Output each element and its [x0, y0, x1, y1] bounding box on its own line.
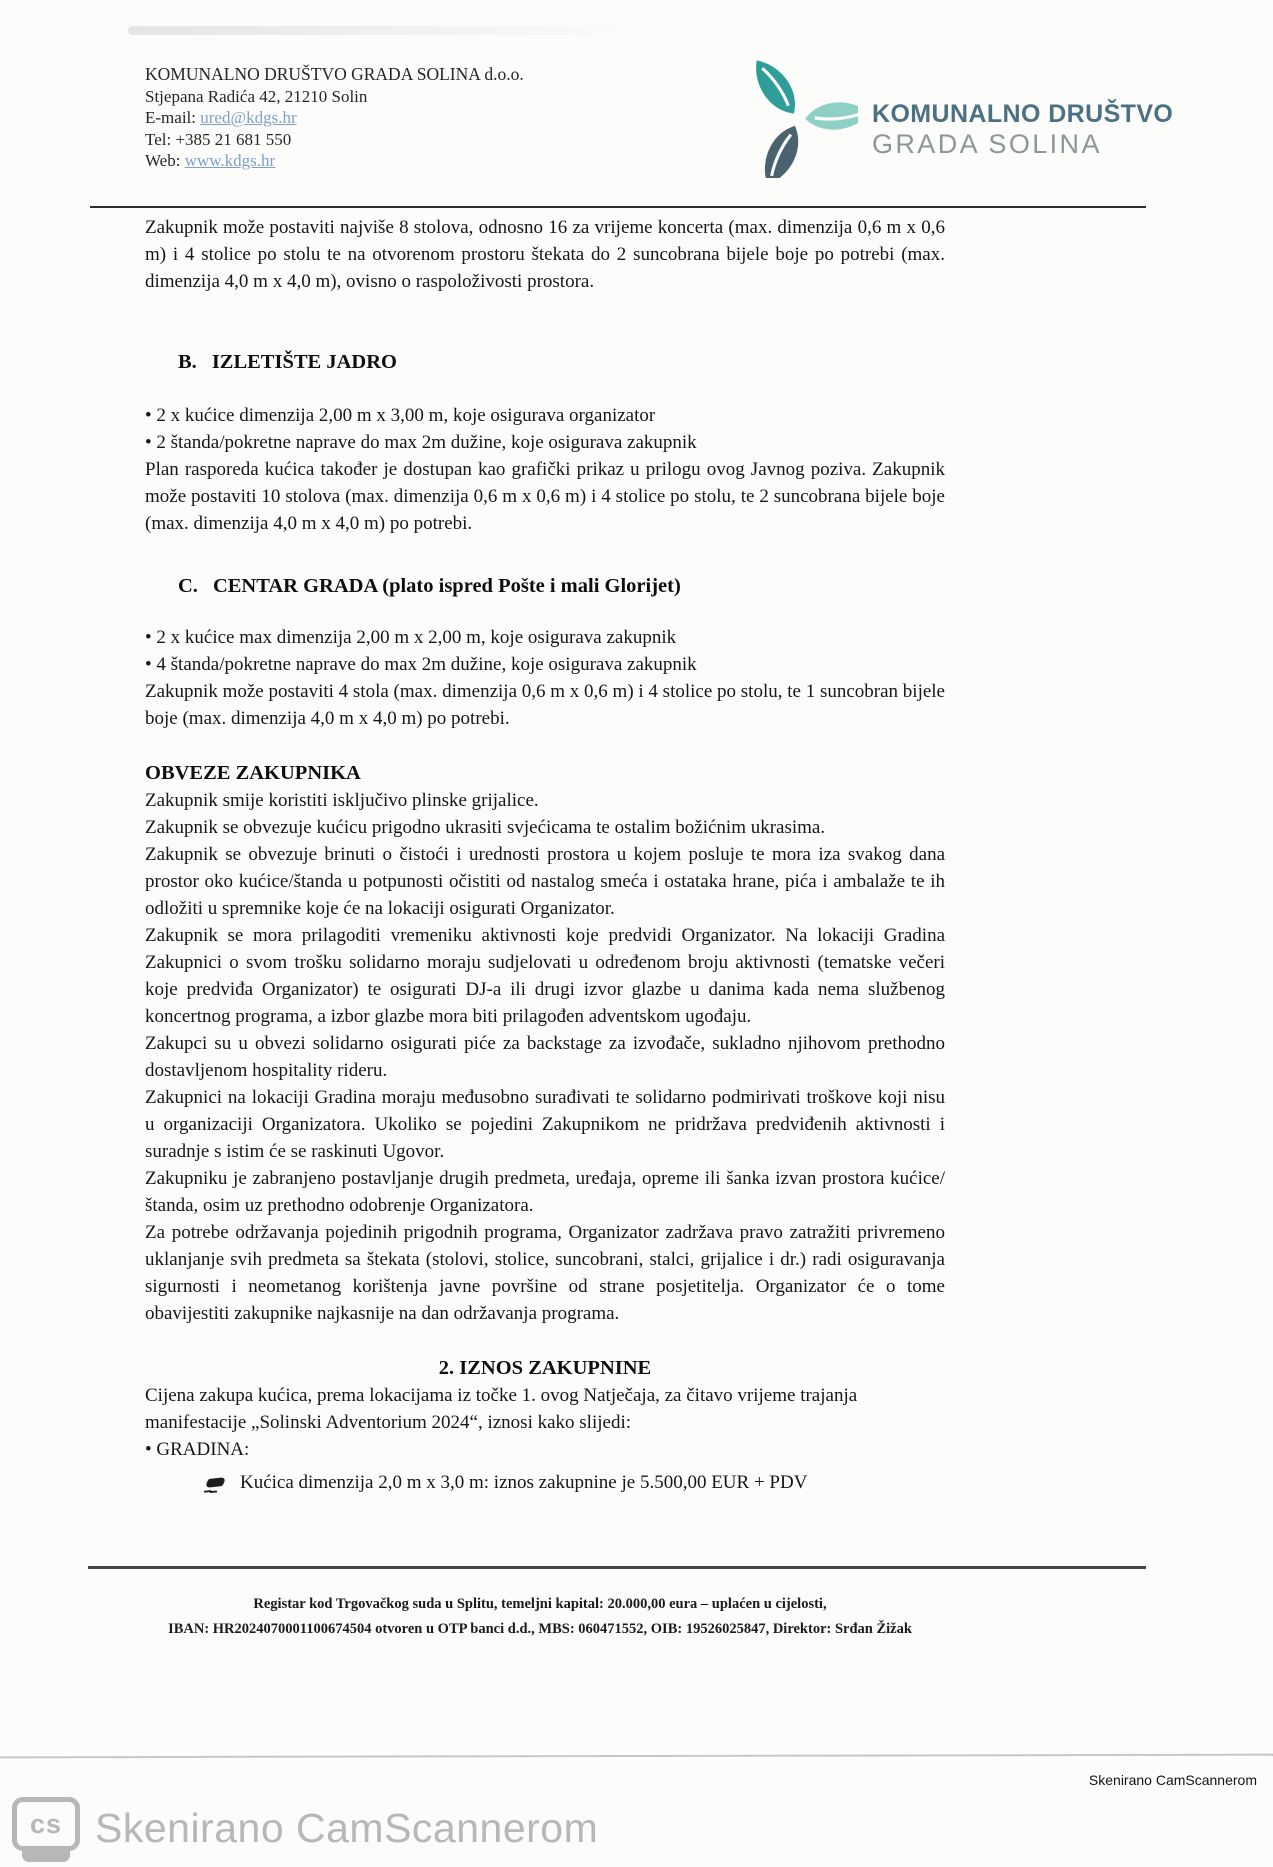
section-c-title: CENTAR GRADA (plato ispred Pošte i mali Glorijet) — [212, 575, 681, 597]
document-body — [145, 214, 945, 1497]
header-divider — [90, 206, 1146, 208]
obveze-paragraph: Zakupnik se obvezuje brinuti o čistoći i urednosti prostora u kojem posluje te mora iza svakog dana prostor oko kućice/štanda u potpunosti očistiti od nastalog smeća i ostataka hrane, pića i ambalaže te ih odložiti u spremnike koje će na lokaciji osigurati Organizator. — [145, 844, 945, 919]
section-b-title: IZLETIŠTE JADRO — [211, 351, 397, 373]
obveze-paragraph: Zakupnik smije koristiti isključivo plinske grijalice. — [145, 790, 539, 811]
scan-page-edge — [0, 1754, 1273, 1759]
phone-row: Tel: +385 21 681 550 — [145, 129, 292, 149]
footnote-line2: IBAN: HR2024070001100674504 otvoren u OTP banci d.d., MBS: 060471552, OIB: 19526025847, Direktor: Srđan Žižak — [168, 1621, 912, 1637]
logo-line1: KOMUNALNO DRUŠTVO — [872, 100, 1174, 129]
location-bullet: • GRADINA: — [145, 1439, 250, 1460]
scan-smudge-artifact — [128, 26, 648, 35]
company-name: KOMUNALNO DRUŠTVO GRADA SOLINA d.o.o. — [145, 64, 524, 84]
intro-paragraph: Zakupnik može postaviti najviše 8 stolova, odnosno 16 za vrijeme koncerta (max. dimenzija 0,6 m x 0,6 m) i 4 stolice po stolu te na otvorenom prostoru štekata do 2 suncobrana bijele boje po potrebi (max. dimenzija 4,0 m x 4,0 m), ovisno o raspoloživosti prostora. — [145, 217, 945, 292]
section-c-heading — [178, 573, 945, 600]
obveze-paragraph: Zakupnici na lokaciji Gradina moraju međusobno surađivati te solidarno podmirivati troškove koji nisu u organizaciji Organizatora. Ukoliko se pojedini Zakupnikom ne pridržava predviđenih aktivnosti i suradnje s istim će se raskinuti Ugovor. — [145, 1087, 945, 1162]
three-leaves-icon — [738, 56, 858, 178]
obveze-paragraph: Zakupniku je zabranjeno postavljanje drugih predmeta, uređaja, opreme ili šanka izvan prostora kućice/štanda, osim uz prethodno odobrenje Organizatora. — [145, 1168, 945, 1216]
camscanner-badge-text: cs — [29, 1808, 63, 1839]
obveze-paragraph: Zakupci su u obvezi solidarno osigurati piće za backstage za izvođače, sukladno njihovom prethodno dostavljenom hospitality rideru. — [145, 1033, 945, 1081]
email-row — [145, 107, 625, 129]
obveze-paragraph: Zakupnik se obvezuje kućicu prigodno ukrasiti svjećicama te ostalim božićnim ukrasima. — [145, 817, 826, 838]
list-item: • 4 štanda/pokretne naprave do max 2m dužine, koje osigurava zakupnik — [145, 654, 697, 675]
section-c-letter: C. — [178, 575, 198, 597]
logo-wordmark — [872, 74, 1173, 160]
camscanner-watermark-small: Skenirano CamScannerom — [1088, 1772, 1257, 1788]
camscanner-watermark-large — [12, 1797, 598, 1865]
company-address: Stjepana Radića 42, 21210 Solin — [145, 86, 368, 106]
iznos-intro: Cijena zakupa kućica, prema lokacijama iz točke 1. ovog Natječaja, za čitavo vrijeme trajanja manifestacije „Solinski Adventorium 2024“, iznosi kako slijedi: — [145, 1385, 858, 1433]
price-list-item — [207, 1467, 945, 1497]
price-item-text: Kućica dimenzija 2,0 m x 3,0 m: iznos zakupnine je 5.500,00 EUR + PDV — [240, 1471, 808, 1493]
section-b-heading — [178, 349, 945, 376]
camscanner-logo-icon — [12, 1797, 80, 1851]
registry-footnote — [120, 1592, 960, 1642]
list-item: • 2 x kućice max dimenzija 2,00 m x 2,00 m, koje osigurava zakupnik — [145, 627, 677, 648]
scribble-bullet-icon — [205, 1477, 227, 1488]
footer-divider — [88, 1566, 1146, 1569]
letterhead — [145, 64, 625, 172]
camscanner-watermark-text: Skenirano CamScannerom — [95, 1804, 599, 1851]
section-b-paragraph: Plan rasporeda kućica također je dostupan kao grafički prikaz u prilogu ovog Javnog poziva. Zakupnik može postaviti 10 stolova (max. dimenzija 0,6 m x 0,6 m) i 4 stolice po stolu, te 2 suncobrana bijele boje (max. dimenzija 4,0 m x 4,0 m) po potrebi. — [145, 459, 945, 534]
section-c-paragraph: Zakupnik može postaviti 4 stola (max. dimenzija 0,6 m x 0,6 m) i 4 stolice po stolu, te 1 suncobran bijele boje (max. dimenzija 4,0 m x 4,0 m) po potrebi. — [145, 681, 945, 729]
web-label: Web: — [145, 151, 185, 170]
footnote-line1: Registar kod Trgovačkog suda u Splitu, temeljni kapital: 20.000,00 eura – uplaćen u cijelosti, — [253, 1596, 827, 1612]
company-logo — [738, 56, 1173, 178]
email-label: E-mail: — [145, 108, 201, 127]
obveze-paragraph: Za potrebe održavanja pojedinih prigodnih programa, Organizator zadržava pravo zatražiti privremeno uklanjanje svih predmeta sa štekata (stolovi, stolice, suncobrani, stalci, grijalice i dr.) radi osiguravanja sigurnosti i neometanog korištenja javne površine od strane posjetitelja. Organizator će o tome obavijestiti zakupnike najkasnije na dan održavanja programa. — [145, 1222, 945, 1324]
email-link[interactable]: ured@kdgs.hr — [200, 108, 297, 127]
list-item: • 2 štanda/pokretne naprave do max 2m dužine, koje osigurava zakupnik — [145, 432, 697, 453]
list-item: • 2 x kućice dimenzija 2,00 m x 3,00 m, koje osigurava organizator — [145, 405, 656, 426]
logo-line2: GRADA SOLINA — [872, 128, 1102, 159]
section-b-letter: B. — [178, 351, 197, 373]
obveze-paragraph: Zakupnik se mora prilagoditi vremeniku aktivnosti koje predvidi Organizator. Na lokaciji Gradina Zakupnici o svom trošku solidarno moraju sudjelovati u određenom broju aktivnosti (tematske večeri koje predviđa Organizator) te osigurati DJ-a ili drugi izvor glazbe u danima kada nema službenog koncertnog programa, a izbor glazbe mora biti prilagođen adventskom ugođaju. — [145, 925, 945, 1027]
camscanner-badge-tab — [22, 1847, 70, 1862]
web-link[interactable]: www.kdgs.hr — [184, 151, 276, 170]
web-row — [145, 150, 625, 172]
iznos-heading: 2. IZNOS ZAKUPNINE — [438, 1357, 652, 1379]
obveze-heading: OBVEZE ZAKUPNIKA — [145, 762, 361, 784]
